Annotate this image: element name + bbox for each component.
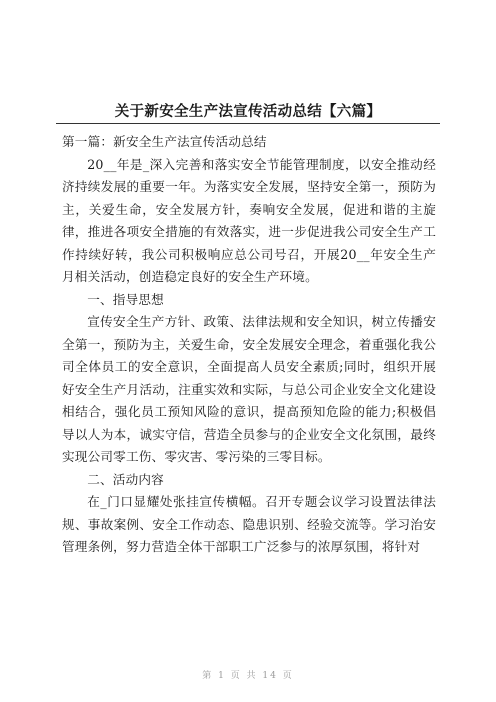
page-number-footer: 第 1 页 共 14 页 [202, 671, 294, 681]
section-heading-guiding-ideology: 一、指导思想 [87, 291, 164, 307]
section-heading-activities: 二、活动内容 [87, 471, 164, 487]
paragraph-intro: 20__年是_深入完善和落实安全节能管理制度，以安全推动经济持续发展的重要一年。为落实安全发展，坚持安全第一，预防为主，关爱生命，安全发展方针，奏响安全发展，促进和谐的主旋律，推进各项安全措施的有效落实，进一步促进我公司安全生产工作持续好转，我公司积极响应总公司号召，开展20__年安全生产月相关活动，创造稳定良好的安全生产环境。 [62, 156, 436, 284]
document-body [62, 131, 436, 559]
title-divider [56, 123, 440, 124]
paragraph-guiding-ideology: 宣传安全生产方针、政策、法律法规和安全知识，树立传播安全第一，预防为主，关爱生命，安全发展安全理念，着重强化我公司全体员工的安全意识，全面提高人员安全素质;同时，组织开展好安全生产月活动，注重实效和实际，与总公司企业安全文化建设相结合，强化员工预知风险的意识，提高预知危险的能力;积极倡导以人为本，诚实守信，营造全员参与的企业安全文化氛围，最终实现公司零工伤、零灾害、零污染的三零目标。 [62, 314, 436, 464]
document-title: 关于新安全生产法宣传活动总结【六篇】 [114, 104, 382, 120]
part-heading: 第一篇：新安全生产法宣传活动总结 [62, 134, 267, 149]
paragraph-activities: 在_门口显耀处张挂宣传横幅。召开专题会议学习设置法律法规、事故案例、安全工作动态、隐患识别、经验交流等。学习治安管理条例，努力营造全体干部职工广泛参与的浓厚氛围，将针对 [62, 494, 436, 554]
